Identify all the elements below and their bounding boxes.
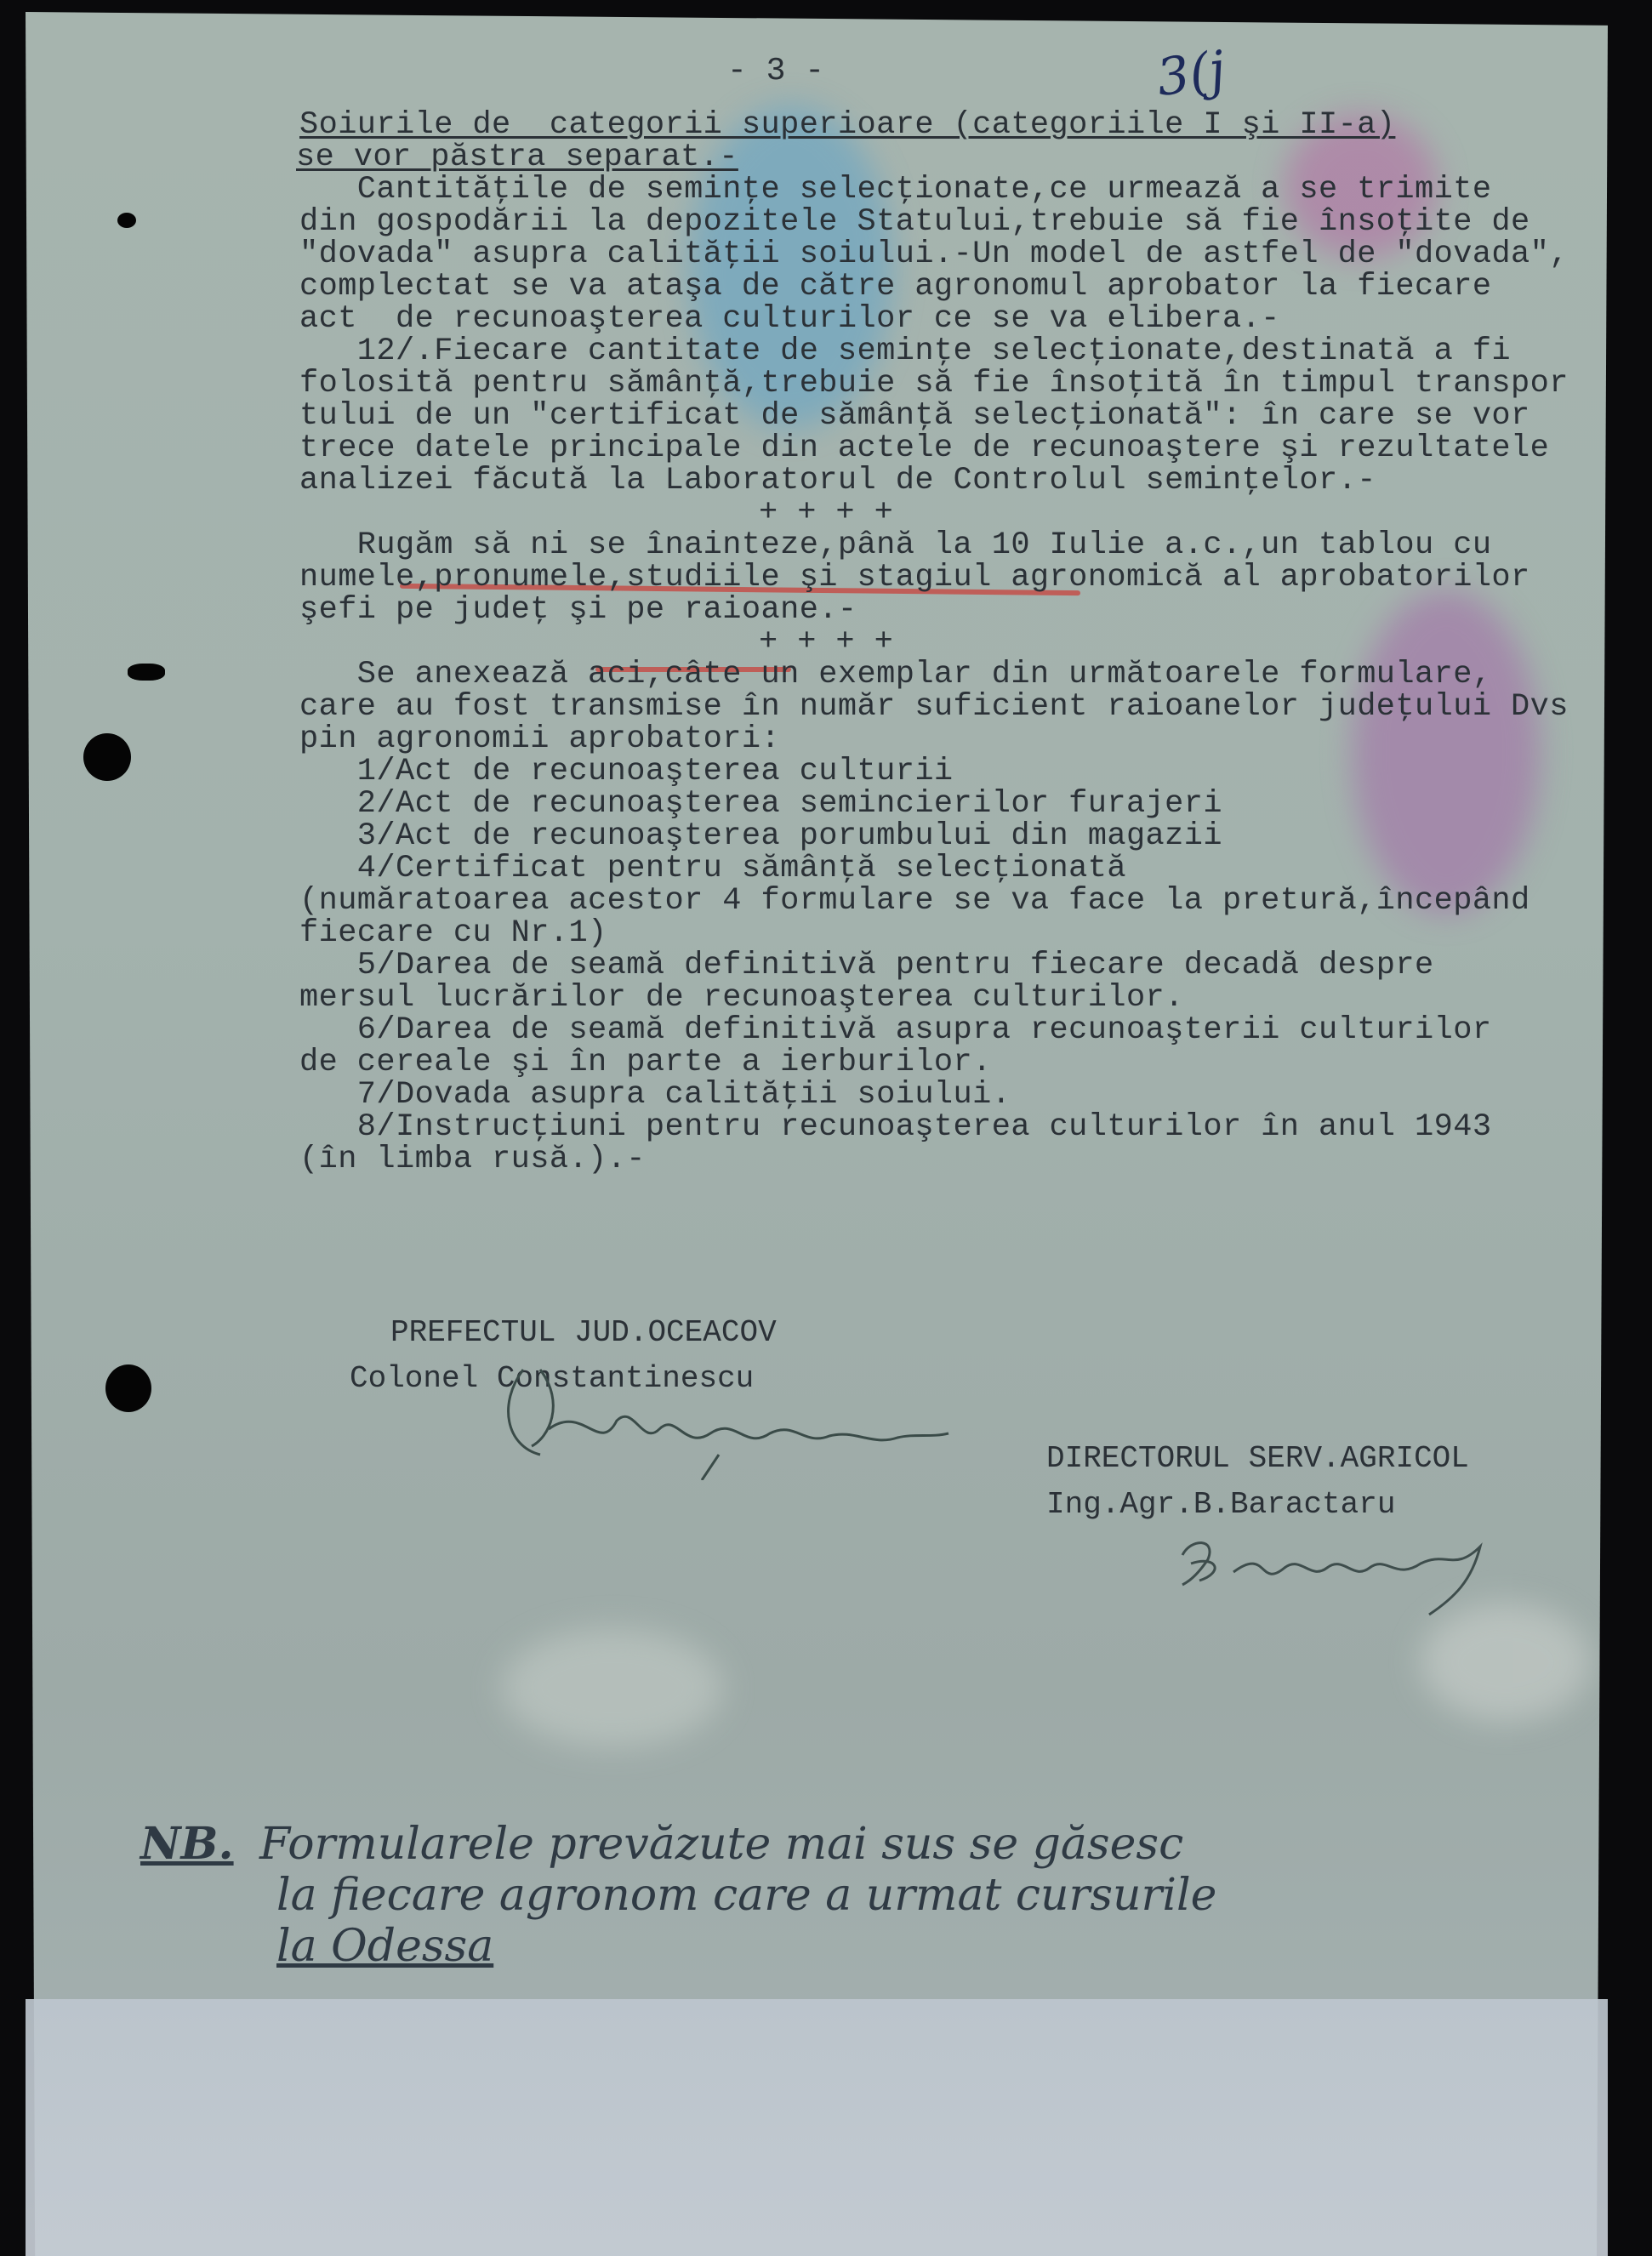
typed-line: de cereale şi în parte a ierburilor. bbox=[299, 1045, 992, 1080]
typed-line: 12/.Fiecare cantitate de seminţe selecţionate,destinată a fi bbox=[299, 333, 1512, 369]
typed-line: pin agronomii aprobatori: bbox=[299, 721, 781, 757]
signature-scrawl-director bbox=[1165, 1521, 1523, 1623]
typed-line: complectat se va ataşa de către agronomul aprobator la fiecare bbox=[299, 269, 1492, 305]
handwritten-note bbox=[140, 1819, 1416, 1972]
signature-scrawl-prefect bbox=[489, 1353, 966, 1480]
punch-hole-small bbox=[128, 664, 165, 681]
typed-line: 1/Act de recunoaşterea culturii bbox=[299, 754, 954, 789]
handwritten-note-line: Formularele prevăzute mai sus se găsesc bbox=[259, 1819, 1184, 1870]
signatory-name: Ing.Agr.B.Baractaru bbox=[1046, 1487, 1396, 1522]
typed-line: act de recunoaşterea culturilor ce se va elibera.- bbox=[299, 301, 1280, 337]
typed-line: 2/Act de recunoaşterea semincierilor furajeri bbox=[299, 786, 1222, 822]
typed-line: 7/Dovada asupra calităţii soiului. bbox=[299, 1077, 1011, 1113]
typed-body bbox=[296, 107, 1601, 1177]
typed-line: 8/Instrucţiuni pentru recunoaşterea culturilor în anul 1943 bbox=[299, 1109, 1492, 1145]
typed-line: care au fost transmise în număr suficient raioanelor judeţului Dvs bbox=[299, 689, 1569, 725]
typed-line: Soiurile de categorii superioare (categoriile I şi II-a) bbox=[299, 107, 1396, 143]
typed-line: 4/Certificat pentru sămânţă selecţionată bbox=[299, 851, 1126, 886]
handwritten-note-line: la Odessa bbox=[276, 1921, 494, 1972]
overlay-sheet bbox=[26, 1999, 1608, 2256]
page-number: - 3 - bbox=[727, 53, 825, 89]
punch-hole bbox=[105, 1364, 151, 1412]
punch-hole-small bbox=[117, 213, 136, 228]
typed-line: 5/Darea de seamă definitivă pentru fiecare decadă despre bbox=[299, 948, 1434, 983]
punch-hole bbox=[83, 733, 131, 781]
signatory-title: DIRECTORUL SERV.AGRICOL bbox=[1046, 1441, 1469, 1476]
handwritten-note-line: la fiecare agronom care a urmat cursurile bbox=[276, 1870, 1217, 1921]
typed-line: şefi pe judeţ şi pe raioane.- bbox=[299, 592, 857, 628]
typed-line: se vor păstra separat.- bbox=[296, 140, 738, 175]
typed-line: trece datele principale din actele de recunoaştere şi rezultatele bbox=[299, 430, 1550, 466]
typed-line: Se anexează aci,câte un exemplar din următoarele formulare, bbox=[299, 657, 1492, 692]
typed-line: Cantităţile de seminţe selecţionate,ce urmează a se trimite bbox=[299, 172, 1492, 208]
typed-line: mersul lucrărilor de recunoaşterea culturilor. bbox=[299, 980, 1184, 1016]
signature-block-prefect bbox=[350, 1310, 777, 1402]
typed-line: tului de un "certificat de sămânţă selecţionată": în care se vor bbox=[299, 398, 1530, 434]
typed-line: 3/Act de recunoaşterea porumbului din magazii bbox=[299, 818, 1222, 854]
signatory-name: Colonel Constantinescu bbox=[350, 1361, 755, 1396]
typed-line: din gospodării la depozitele Statului,trebuie să fie însoţite de bbox=[299, 204, 1530, 240]
corner-handwritten-note: 3(j bbox=[1153, 39, 1229, 109]
typed-line: numele,pronumele,studiile şi stagiul agronomică al aprobatorilor bbox=[299, 560, 1530, 595]
handwritten-note-prefix: NB. bbox=[140, 1818, 234, 1870]
light-spot bbox=[502, 1628, 723, 1747]
typed-line: (în limba rusă.).- bbox=[299, 1142, 646, 1177]
signatory-title: PREFECTUL JUD.OCEACOV bbox=[390, 1315, 777, 1350]
typed-line: folosită pentru sămânţă,trebuie să fie însoţită în timpul transpor bbox=[299, 366, 1569, 402]
section-separator: + + + + bbox=[759, 495, 894, 531]
typed-line: 6/Darea de seamă definitivă asupra recunoaşterii culturilor bbox=[299, 1012, 1492, 1048]
signature-block-director bbox=[1046, 1436, 1469, 1528]
section-separator: + + + + bbox=[759, 624, 894, 660]
typed-line: (număratoarea acestor 4 formulare se va face la pretură,începând bbox=[299, 883, 1530, 919]
typed-line: "dovada" asupra calităţii soiului.-Un model de astfel de "dovada", bbox=[299, 236, 1569, 272]
typed-line: analizei făcută la Laboratorul de Controlul seminţelor.- bbox=[299, 463, 1376, 498]
typed-line: Rugăm să ni se înainteze,până la 10 Iulie a.c.,un tablou cu bbox=[299, 527, 1492, 563]
typed-line: fiecare cu Nr.1) bbox=[299, 915, 607, 951]
